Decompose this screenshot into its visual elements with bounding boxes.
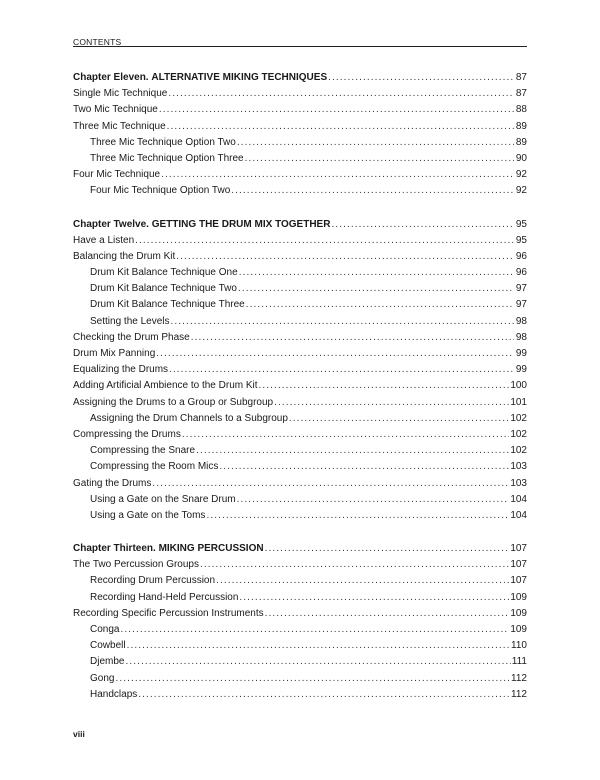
entry-label: Assigning the Drum Channels to a Subgroup: [90, 412, 288, 424]
entry-label: Gating the Drums: [73, 477, 152, 489]
entry-page-number: 112: [511, 688, 527, 700]
entry-label: Cowbell: [90, 640, 126, 652]
dot-leader: [176, 249, 514, 265]
dot-leader: [159, 102, 514, 118]
dot-leader: [219, 459, 509, 475]
toc-subentry[interactable]: [73, 654, 527, 670]
dot-leader: [238, 281, 514, 297]
entry-page-number: 109: [510, 591, 527, 603]
toc-subentry[interactable]: [73, 183, 527, 199]
entry-page-number: 89: [515, 120, 527, 132]
entry-label: Recording Specific Percussion Instruments: [73, 607, 264, 619]
dot-leader: [156, 346, 514, 362]
entry-page-number: 87: [515, 88, 527, 100]
dot-leader: [265, 606, 510, 622]
toc-entry[interactable]: [73, 557, 527, 573]
toc-subentry[interactable]: [73, 622, 527, 638]
entry-page-number: 110: [511, 640, 527, 652]
entry-label: Djembe: [90, 656, 125, 668]
entry-label: Four Mic Technique Option Two: [90, 185, 231, 197]
toc-subentry[interactable]: [73, 281, 527, 297]
dot-leader: [168, 86, 514, 102]
entry-page-number: 95: [515, 234, 527, 246]
entry-label: Recording Drum Percussion: [90, 575, 216, 587]
toc-entry[interactable]: [73, 249, 527, 265]
entry-label: Three Mic Technique Option Three: [90, 152, 244, 164]
entry-label: Checking the Drum Phase: [73, 331, 190, 343]
toc-entry[interactable]: [73, 167, 527, 183]
toc-subentry[interactable]: [73, 687, 527, 703]
toc-entry[interactable]: [73, 102, 527, 118]
dot-leader: [206, 508, 509, 524]
chapter-title: GETTING THE DRUM MIX TOGETHER: [151, 218, 331, 230]
page-number: viii: [73, 729, 85, 739]
toc-subentry[interactable]: [73, 297, 527, 313]
toc-entry[interactable]: [73, 86, 527, 102]
entry-label: Balancing the Drum Kit: [73, 250, 176, 262]
entry-page-number: 107: [510, 559, 527, 571]
entry-label: Two Mic Technique: [73, 104, 158, 116]
toc-subentry[interactable]: [73, 492, 527, 508]
entry-page-number: 101: [510, 396, 527, 408]
toc-subentry[interactable]: [73, 314, 527, 330]
toc-subentry[interactable]: [73, 573, 527, 589]
entry-page-number: 109: [510, 607, 527, 619]
dot-leader: [196, 443, 509, 459]
entry-page-number: 97: [515, 299, 527, 311]
entry-page-number: 107: [510, 575, 527, 587]
entry-page-number: 103: [510, 477, 527, 489]
dot-leader: [328, 70, 514, 86]
toc-subentry[interactable]: [73, 135, 527, 151]
chapter-page-number: 87: [515, 72, 527, 83]
dot-leader: [161, 167, 514, 183]
section-gap: [73, 200, 527, 217]
entry-label: Using a Gate on the Snare Drum: [90, 493, 236, 505]
entry-page-number: 100: [510, 380, 527, 392]
dot-leader: [259, 378, 510, 394]
toc-subentry[interactable]: [73, 411, 527, 427]
chapter-number: Chapter Twelve.: [73, 218, 149, 230]
toc-subentry[interactable]: [73, 508, 527, 524]
entry-page-number: 112: [511, 672, 527, 684]
toc-entry[interactable]: [73, 378, 527, 394]
dot-leader: [138, 687, 510, 703]
toc-entry[interactable]: [73, 362, 527, 378]
dot-leader: [135, 233, 514, 249]
chapter-entry[interactable]: [73, 70, 527, 86]
chapter-number: Chapter Thirteen.: [73, 543, 156, 555]
entry-page-number: 96: [515, 250, 527, 262]
chapter-entry[interactable]: [73, 217, 527, 233]
toc-subentry[interactable]: [73, 590, 527, 606]
dot-leader: [274, 395, 509, 411]
entry-label: Compressing the Room Mics: [90, 461, 219, 473]
entry-label: Recording Hand-Held Percussion: [90, 591, 239, 603]
toc-entry[interactable]: [73, 395, 527, 411]
entry-page-number: 97: [515, 283, 527, 295]
entry-label: Equalizing the Drums: [73, 364, 169, 376]
toc-subentry[interactable]: [73, 265, 527, 281]
entry-page-number: 90: [515, 152, 527, 164]
entry-label: Using a Gate on the Toms: [90, 509, 206, 521]
entry-label: Conga: [90, 624, 120, 635]
running-header: CONTENTS: [73, 37, 122, 47]
entry-page-number: 92: [515, 169, 527, 181]
entry-page-number: 102: [510, 445, 527, 457]
entry-page-number: 104: [510, 509, 527, 521]
dot-leader: [169, 362, 514, 378]
entry-label: Adding Artificial Ambience to the Drum Kit: [73, 380, 258, 392]
toc-subentry[interactable]: [73, 638, 527, 654]
dot-leader: [216, 573, 509, 589]
entry-page-number: 88: [515, 104, 527, 116]
chapter-entry[interactable]: [73, 541, 527, 557]
dot-leader: [239, 265, 514, 281]
dot-leader: [125, 654, 510, 670]
dot-leader: [120, 622, 509, 638]
entry-label: Four Mic Technique: [73, 169, 161, 181]
toc-entry[interactable]: [73, 476, 527, 492]
dot-leader: [265, 541, 510, 557]
dot-leader: [331, 217, 514, 233]
entry-label: Setting the Levels: [90, 315, 170, 327]
entry-label: The Two Percussion Groups: [73, 559, 199, 571]
header-rule: [73, 46, 527, 47]
entry-label: Gong: [90, 672, 115, 684]
entry-page-number: 89: [515, 136, 527, 148]
dot-leader: [237, 492, 510, 508]
entry-page-number: 99: [515, 348, 527, 359]
toc-entry[interactable]: [73, 330, 527, 346]
chapter-label: [73, 70, 327, 86]
toc-entry[interactable]: [73, 119, 527, 135]
entry-label: Compressing the Drums: [73, 428, 181, 440]
dot-leader: [127, 638, 510, 654]
dot-leader: [237, 135, 514, 151]
entry-page-number: 98: [515, 331, 527, 343]
dot-leader: [167, 119, 514, 135]
entry-label: Three Mic Technique Option Two: [90, 136, 236, 148]
entry-page-number: 109: [510, 624, 527, 635]
entry-label: Compressing the Snare: [90, 445, 196, 457]
toc-entry[interactable]: [73, 233, 527, 249]
toc-subentry[interactable]: [73, 671, 527, 687]
chapter-label: [73, 217, 330, 233]
entry-label: Have a Listen: [73, 234, 135, 246]
entry-page-number: 98: [515, 315, 527, 327]
toc-subentry[interactable]: [73, 443, 527, 459]
dot-leader: [171, 314, 515, 330]
dot-leader: [191, 330, 514, 346]
chapter-page-number: 107: [510, 543, 527, 555]
dot-leader: [200, 557, 509, 573]
chapter-title: MIKING PERCUSSION: [158, 543, 264, 555]
entry-page-number: 102: [510, 428, 527, 440]
entry-label: Assigning the Drums to a Group or Subgroup: [73, 396, 274, 408]
dot-leader: [231, 183, 514, 199]
toc-entry[interactable]: [73, 346, 527, 362]
toc-subentry[interactable]: [73, 151, 527, 167]
entry-page-number: 96: [515, 267, 527, 279]
dot-leader: [182, 427, 510, 443]
entry-page-number: 111: [511, 656, 527, 668]
entry-label: Three Mic Technique: [73, 120, 166, 132]
chapter-number: Chapter Eleven.: [73, 72, 149, 83]
dot-leader: [115, 671, 510, 687]
chapter-label: [73, 541, 264, 557]
entry-page-number: 103: [510, 461, 527, 473]
dot-leader: [239, 590, 509, 606]
dot-leader: [245, 151, 514, 167]
entry-label: Drum Kit Balance Technique Two: [90, 283, 237, 295]
table-of-contents: [73, 70, 527, 703]
entry-page-number: 104: [510, 493, 527, 505]
toc-entry[interactable]: [73, 606, 527, 622]
dot-leader: [289, 411, 509, 427]
entry-label: Drum Kit Balance Technique Three: [90, 299, 245, 311]
section-gap: [73, 524, 527, 541]
toc-entry[interactable]: [73, 427, 527, 443]
entry-label: Single Mic Technique: [73, 88, 168, 100]
entry-label: Drum Kit Balance Technique One: [90, 267, 238, 279]
entry-page-number: 92: [515, 185, 527, 197]
entry-page-number: 102: [510, 412, 527, 424]
chapter-page-number: 95: [515, 218, 527, 230]
chapter-title: ALTERNATIVE MIKING TECHNIQUES: [151, 72, 328, 83]
toc-subentry[interactable]: [73, 459, 527, 475]
dot-leader: [152, 476, 509, 492]
entry-label: Handclaps: [90, 688, 138, 700]
dot-leader: [246, 297, 514, 313]
entry-page-number: 99: [515, 364, 527, 376]
entry-label: Drum Mix Panning: [73, 348, 156, 359]
